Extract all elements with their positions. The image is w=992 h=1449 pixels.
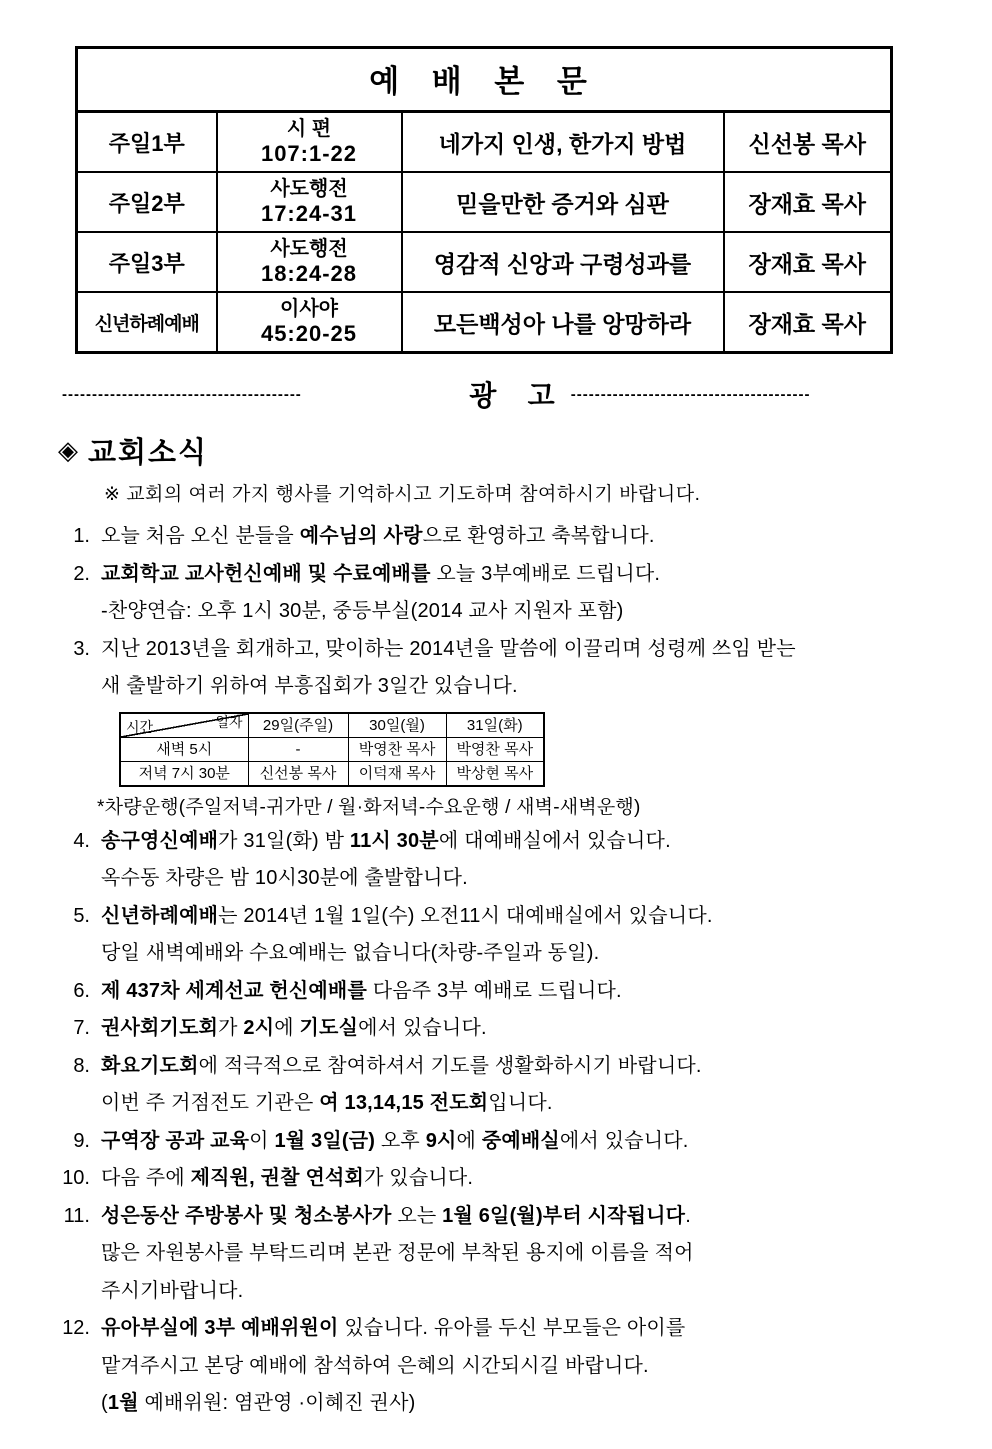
item-content [101,1123,992,1161]
item-text-segment: 신년하례예배 [101,904,219,927]
item-text-segment: 11시 30분 [349,829,439,852]
revival-cell: 박상현 목사 [446,761,544,786]
item-text-segment: 에 대예배실에서 있습니다. [438,829,671,852]
item-text-segment: 제 437차 세계선교 헌신예배를 [101,979,367,1002]
item-text-segment: 예수님의 사랑 [299,525,423,547]
worship-table-title: 예 배 본 문 [77,48,892,112]
preacher-cell: 장재효 목사 [724,292,892,353]
item-number: 10. [62,1167,90,1189]
preacher-cell: 장재효 목사 [724,232,892,292]
item-text-segment: 송구영신예배 [101,829,219,852]
revival-col-header: 30일(월) [348,713,446,738]
item-text-segment: 다음 주에 [101,1167,191,1189]
news-item [0,973,992,1011]
sermon-cell: 믿을만한 증거와 심판 [402,172,724,232]
revival-cell: 신선봉 목사 [248,761,348,786]
service-cell [77,172,217,232]
item-content [101,1160,992,1198]
diamond-icon: ◈ [58,435,80,465]
item-line [101,823,964,861]
bulletin-page [0,46,992,1423]
scripture-book: 시 편 [286,118,332,140]
item-text-segment: 가 [218,1017,244,1039]
item-text-segment: 있습니다. 유아를 두신 부모들은 아이를 [338,1317,686,1339]
item-text-segment: 당일 새벽예배와 수요예배는 없습니다(차량-주일과 동일). [101,942,600,964]
service-label: 주일3부 [108,250,185,276]
item-text-segment: 는 2014년 1월 1일(수) 오전11시 대예배실에서 있습니다. [218,904,713,927]
item-text-segment: 제직원, 권찰 연석회 [190,1167,365,1189]
news-item [0,823,992,898]
item-text-segment: 오후 [375,1129,426,1152]
item-content [101,1310,992,1423]
item-text-segment: 다음주 3부 예배로 드립니다. [366,979,622,1002]
revival-col-header: 31일(화) [446,713,544,738]
item-text-segment: . [685,1204,691,1227]
item-text-segment: 구역장 공과 교육 [101,1129,250,1152]
service-label: 주일1부 [108,130,185,156]
item-text-segment: 기도실 [299,1017,359,1039]
item-line [101,1348,964,1386]
item-text-segment: 옥수동 차량은 밤 10시30분에 출발합니다. [101,867,468,889]
news-list [0,518,992,1423]
item-text-segment: 1월 3일(금) [274,1129,376,1152]
item-text-segment: 입니다. [488,1092,553,1114]
news-item [0,518,992,556]
item-line [101,593,964,631]
item-line [101,631,964,669]
scripture-verse: 17:24-31 [260,201,358,226]
church-news-heading-label: 교회소식 [88,437,209,469]
item-text-segment: 에 [274,1017,300,1039]
item-line [101,1048,964,1086]
service-cell [77,232,217,292]
item-text-segment: 주시기바랍니다. [101,1279,244,1302]
item-text-segment: 맡겨주시고 본당 예배에 참석하여 은혜의 시간되시길 바랍니다. [101,1354,649,1377]
item-text-segment: 2시 [243,1017,275,1039]
news-item [0,1198,992,1311]
revival-time-cell: 저녁 7시 30분 [120,761,248,786]
item-number: 1. [73,525,90,547]
service-cell [77,112,217,173]
sermon-cell: 영감적 신앙과 구령성과를 [402,232,724,292]
item-content [101,1010,992,1048]
item-text-segment: 성은동산 주방봉사 및 청소봉사가 [101,1204,392,1227]
item-content [97,631,992,823]
revival-table [119,712,545,787]
item-number: 4. [73,829,90,852]
item-content [101,1198,992,1311]
item-text-segment: 에서 있습니다. [559,1129,689,1152]
item-number: 2. [73,562,90,585]
item-text-segment: 에 적극적으로 참여하셔서 기도를 생활화하시기 바랍니다. [198,1054,702,1077]
news-item [0,1123,992,1161]
revival-time-cell: 새벽 5시 [120,737,248,761]
item-text-segment: -찬양연습: 오후 1시 30분, 중등부실(2014 교사 지원자 포함) [101,600,624,622]
news-item [0,1310,992,1423]
item-line [101,1085,964,1123]
worship-row [77,112,892,173]
revival-cell: 박영찬 목사 [348,737,446,761]
service-label: 신년하례예배 [94,313,199,335]
sermon-cell: 네가지 인생, 한가지 방법 [402,112,724,173]
item-content [101,973,992,1011]
item-text-segment: 가 31일(화) 밤 [218,829,350,852]
item-text-segment: 새 출발하기 위하여 부흥집회가 3일간 있습니다. [101,675,518,697]
item-line [101,898,964,936]
sermon-cell: 모든백성아 나를 앙망하라 [402,292,724,353]
item-text-segment: ( [101,1392,108,1414]
item-text-segment: 예배위원: 염관영 ·이혜진 권사) [138,1392,416,1414]
item-line [101,1235,964,1273]
item-content [101,556,992,631]
scripture-cell [217,232,402,292]
item-text-segment: 권사회기도회 [101,1017,219,1039]
scripture-cell [217,292,402,353]
item-line [101,518,964,556]
worship-row [77,172,892,232]
item-line [101,1198,964,1236]
corner-label-time: 시간 [126,718,154,735]
item-text-segment: 으로 환영하고 축복합니다. [422,525,655,547]
revival-footnote: *차량운행(주일저녁-귀가만 / 월·화저녁-수요운행 / 새벽-새벽운행) [97,796,641,818]
revival-col-header: 29일(주일) [248,713,348,738]
item-content [101,518,992,556]
divider-label: 광 고 [469,380,557,411]
item-line [101,1160,964,1198]
news-item [0,556,992,631]
item-text-segment: 오는 [391,1204,443,1227]
scripture-verse: 107:1-22 [260,141,358,166]
revival-cell: 박영찬 목사 [446,737,544,761]
item-text-segment: 오늘 3부예배로 드립니다. [430,562,661,585]
corner-label-date: 일자 [215,713,243,730]
scripture-cell [217,112,402,173]
item-number: 3. [73,637,90,660]
item-text-segment: 교회학교 교사헌신예배 및 수료예배를 [101,562,431,585]
scripture-verse: 45:20-25 [260,321,358,346]
announcement-divider [62,374,964,414]
item-number: 11. [63,1204,90,1227]
item-text-segment: 가 있습니다. [364,1167,474,1189]
news-item [0,631,992,823]
item-number: 5. [73,904,90,927]
item-number: 9. [73,1129,90,1152]
item-content [101,823,992,898]
item-text-segment: 화요기도회 [101,1054,199,1077]
item-number: 8. [73,1054,90,1077]
item-line [101,556,964,594]
item-text-segment: 에 [456,1129,482,1152]
item-text-segment: 많은 자원봉사를 부탁드리며 본관 정문에 부착된 용지에 이름을 적어 [101,1242,694,1264]
scripture-cell [217,172,402,232]
item-text-segment: 유아부실에 3부 예배위원이 [101,1317,339,1339]
worship-row [77,232,892,292]
revival-cell: 이덕재 목사 [348,761,446,786]
revival-cell: - [248,737,348,761]
item-text-segment: 오늘 처음 오신 분들을 [101,525,300,547]
preacher-cell: 장재효 목사 [724,172,892,232]
item-text-segment: 1월 [107,1392,139,1414]
revival-row [120,761,544,786]
item-text-segment: 중예배실 [481,1129,560,1152]
revival-corner-cell [120,713,248,738]
item-text-segment: 1월 6일(월)부터 시작됩니다 [442,1204,686,1227]
scripture-book: 이사야 [280,298,338,320]
item-text-segment: 이번 주 거점전도 기관은 [101,1092,320,1114]
news-item [0,1048,992,1123]
item-line [101,1123,964,1161]
item-text-segment: 에서 있습니다. [358,1017,487,1039]
divider-dashes-right: ---------------------------------------- [570,385,811,403]
preacher-cell: 신선봉 목사 [724,112,892,173]
service-cell [77,292,217,353]
item-content [101,898,992,973]
item-text-segment: 9시 [425,1129,457,1152]
divider-dashes-left: ---------------------------------------- [62,385,302,403]
scripture-verse: 18:24-28 [260,261,358,286]
worship-row [77,292,892,353]
scripture-book: 사도행전 [270,178,348,200]
news-item [0,898,992,973]
revival-header-row [120,713,544,738]
news-item [0,1010,992,1048]
item-text-segment: 여 13,14,15 전도회 [319,1092,489,1114]
item-line [101,1310,964,1348]
news-item [0,1160,992,1198]
worship-table-body [77,112,892,353]
worship-table [75,46,893,354]
revival-row [120,737,544,761]
item-number: 7. [73,1017,90,1039]
scripture-book: 사도행전 [270,238,348,260]
service-label: 주일2부 [108,190,185,216]
item-line [101,1010,964,1048]
church-news-heading [58,430,992,471]
item-line [101,1273,964,1311]
item-line [101,668,964,706]
news-note: ※ 교회의 여러 가지 행사를 기억하시고 기도하며 참여하시기 바랍니다. [104,484,701,505]
item-text-segment: 이 [249,1129,275,1152]
item-line [101,1385,964,1423]
item-text-segment: 지난 2013년을 회개하고, 맞이하는 2014년을 말씀에 이끌리며 성령께 쓰임 받는 [101,637,796,660]
item-line [101,973,964,1011]
item-line [101,935,964,973]
item-number: 6. [73,979,90,1002]
item-content [101,1048,992,1123]
item-line [101,860,964,898]
item-number: 12. [62,1317,90,1339]
